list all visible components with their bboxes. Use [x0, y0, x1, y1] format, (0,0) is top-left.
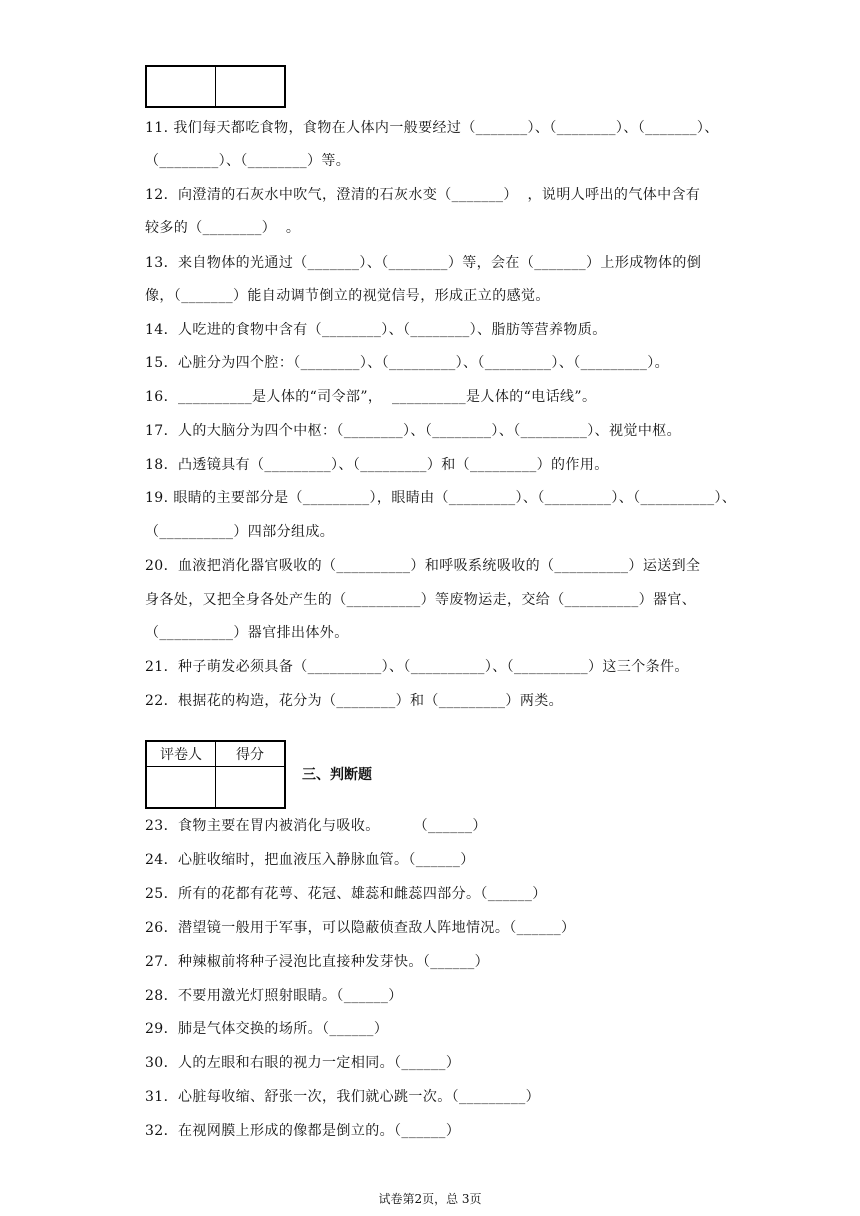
- grader-cell[interactable]: [146, 767, 216, 809]
- question-29-line: 29．肺是气体交换的场所。（______）: [145, 1021, 389, 1037]
- grader-header: 评卷人: [146, 741, 216, 767]
- question-20-line-1: 20．血液把消化器官吸收的（__________）和呼吸系统吸收的（__________）运送到全: [145, 558, 701, 574]
- question-27-line: 27．种辣椒前将种子浸泡比直接种发芽快。（______）: [145, 954, 490, 970]
- question-21-line: 21．种子萌发必须具备（__________）、（__________）、（__________）这三个条件。: [145, 659, 689, 675]
- question-11-line-2: （________）、（________）等。: [145, 153, 351, 169]
- question-16-line: 16．__________是人体的“司令部”， __________是人体的“电话线”。: [145, 389, 597, 405]
- question-11-line-1: 11. 我们每天都吃食物，食物在人体内一般要经过（_______）、（________）、（_______）、: [145, 120, 719, 136]
- question-26-line: 26．潜望镜一般用于军事，可以隐蔽侦查敌人阵地情况。（______）: [145, 920, 576, 936]
- question-30-line: 30．人的左眼和右眼的视力一定相同。（______）: [145, 1055, 461, 1071]
- question-15-line: 15．心脏分为四个腔：（________）、（_________）、（_________）、（_________）。: [145, 355, 670, 371]
- question-17-line: 17．人的大脑分为四个中枢：（________）、（________）、（_________）、视觉中枢。: [145, 423, 682, 439]
- score-cell[interactable]: [216, 767, 286, 809]
- question-18-line: 18．凸透镜具有（_________）、（_________）和（_________）的作用。: [145, 457, 609, 473]
- question-22-line: 22．根据花的构造，花分为（________）和（_________）两类。: [145, 693, 564, 709]
- question-32-line: 32．在视网膜上形成的像都是倒立的。（______）: [145, 1123, 461, 1139]
- question-20-line-3: （__________）器官排出体外。: [145, 625, 349, 641]
- question-23-line: 23．食物主要在胃内被消化与吸收。 （______）: [145, 818, 487, 834]
- question-19-line-2: （__________）四部分组成。: [145, 524, 335, 540]
- question-20-line-2: 身各处，又把全身各处产生的（__________）等废物运走，交给（__________）器官、: [145, 592, 697, 608]
- section-title: 三、判断题: [302, 767, 372, 783]
- question-12-line-1: 12．向澄清的石灰水中吹气，澄清的石灰水变（_______） ，说明人呼出的气体中含有: [145, 187, 701, 203]
- question-13-line-1: 13．来自物体的光通过（_______）、（________）等，会在（_______）上形成物体的倒: [145, 255, 702, 271]
- score-header: 得分: [216, 741, 286, 767]
- question-14-line: 14．人吃进的食物中含有（________）、（________）、脂肪等营养物质。: [145, 322, 607, 338]
- score-cell[interactable]: [216, 66, 286, 107]
- score-table-top: [145, 65, 286, 108]
- question-31-line: 31．心脏每收缩、舒张一次，我们就心跳一次。（_________）: [145, 1089, 541, 1105]
- page-footer: 试卷第2页，总 3页: [378, 1192, 482, 1206]
- score-table-judge: [145, 740, 286, 809]
- question-13-line-2: 像，（_______）能自动调节倒立的视觉信号，形成正立的感觉。: [145, 288, 550, 304]
- question-25-line: 25．所有的花都有花萼、花冠、雄蕊和雌蕊四部分。（______）: [145, 886, 547, 902]
- question-24-line: 24．心脏收缩时，把血液压入静脉血管。（______）: [145, 852, 475, 868]
- question-19-line-1: 19. 眼睛的主要部分是（_________），眼睛由（_________）、（_________）、（__________）、: [145, 490, 737, 506]
- score-cell[interactable]: [146, 66, 216, 107]
- question-12-line-2: 较多的（________） 。: [145, 220, 301, 236]
- question-28-line: 28．不要用激光灯照射眼睛。（______）: [145, 988, 403, 1004]
